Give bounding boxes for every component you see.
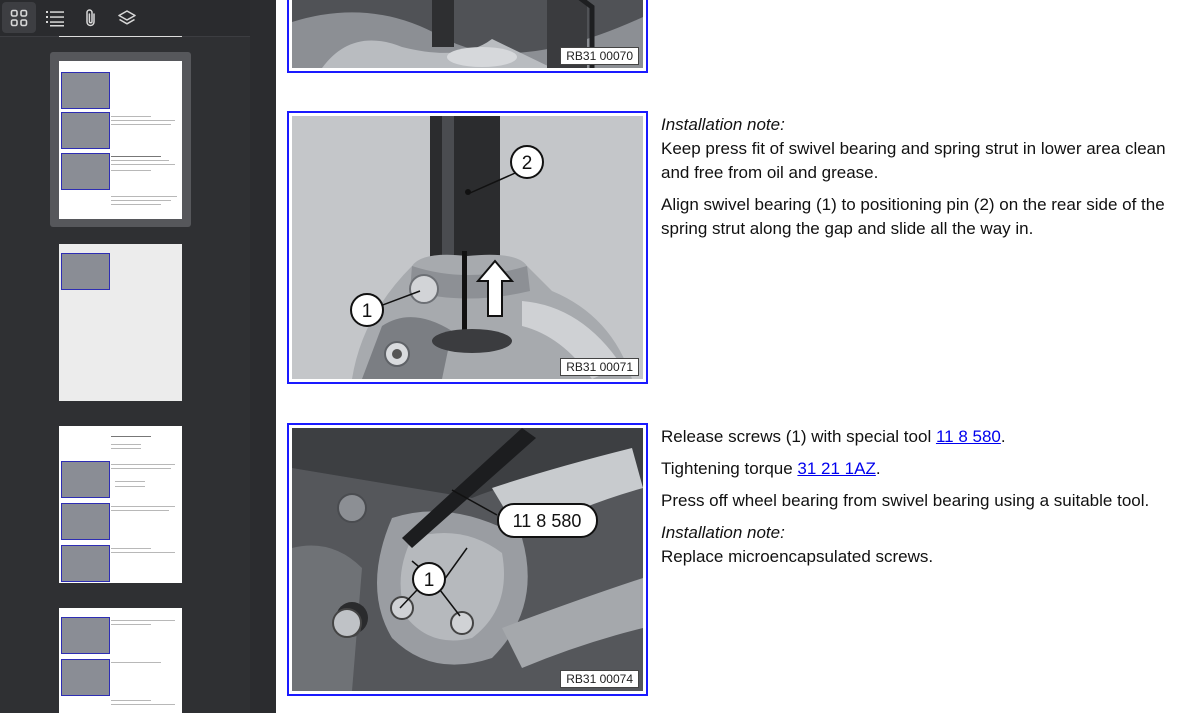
special-tool-link[interactable]: 11 8 580	[935, 427, 1001, 446]
instruction-text-block-3	[661, 425, 1176, 577]
outline-view-button[interactable]	[38, 2, 72, 33]
installation-note-heading: Installation note:	[661, 523, 785, 542]
page-thumbnail-4[interactable]	[59, 608, 182, 713]
layers-view-button[interactable]	[110, 2, 144, 33]
tightening-torque-instruction	[661, 457, 1176, 481]
callout-1: 1	[361, 301, 373, 322]
callout-1: 1	[423, 570, 435, 591]
page-thumbnail-3[interactable]	[59, 426, 182, 583]
instruction-paragraph: Keep press fit of swivel bearing and spring strut in lower area clean and free from oil and grease.	[661, 139, 1166, 182]
previous-page-thumbnail-edge[interactable]	[59, 36, 182, 37]
figure-code-label: RB31 00071	[560, 358, 639, 376]
instruction-text: Tightening torque	[661, 459, 798, 478]
torque-spec-link[interactable]: 31 21 1AZ	[797, 459, 876, 478]
installation-note-heading: Installation note:	[661, 115, 785, 134]
release-screws-instruction	[661, 425, 1176, 449]
sidebar-splitter[interactable]	[250, 0, 276, 713]
sidebar-toolbar	[0, 0, 250, 37]
page-thumbnail-2[interactable]	[59, 244, 182, 401]
instruction-text: .	[1000, 427, 1006, 446]
list-icon	[45, 9, 65, 27]
figure-rb31-00071	[287, 111, 648, 384]
installation-note-body: Replace microencapsulated screws.	[661, 547, 934, 566]
instruction-paragraph: Align swivel bearing (1) to positioning pin (2) on the rear side of the spring strut along the gap and slide all the way in.	[661, 195, 1165, 238]
workshop-photo	[292, 116, 643, 379]
workshop-photo	[292, 0, 643, 68]
figure-rb31-00074	[287, 423, 648, 696]
callout-2: 2	[521, 153, 533, 174]
instruction-text-block-2	[661, 113, 1176, 249]
thumbnails-view-button[interactable]	[2, 2, 36, 33]
workshop-photo	[292, 428, 643, 691]
thumbnail-sidebar	[0, 0, 250, 713]
instruction-paragraph: Press off wheel bearing from swivel bearing using a suitable tool.	[661, 491, 1150, 510]
document-page	[276, 0, 1191, 713]
instruction-text: .	[875, 459, 881, 478]
attachments-view-button[interactable]	[74, 2, 108, 33]
figure-code-label: RB31 00070	[560, 47, 639, 65]
page-thumbnail-current[interactable]	[59, 61, 182, 219]
figure-rb31-00070	[287, 0, 648, 73]
grid-icon	[10, 9, 28, 27]
callout-tool-11-8-580: 11 8 580	[512, 511, 582, 531]
figure-code-label: RB31 00074	[560, 670, 639, 688]
paperclip-icon	[83, 8, 99, 28]
layers-icon	[117, 9, 137, 27]
instruction-text: Release screws (1) with special tool	[661, 427, 936, 446]
